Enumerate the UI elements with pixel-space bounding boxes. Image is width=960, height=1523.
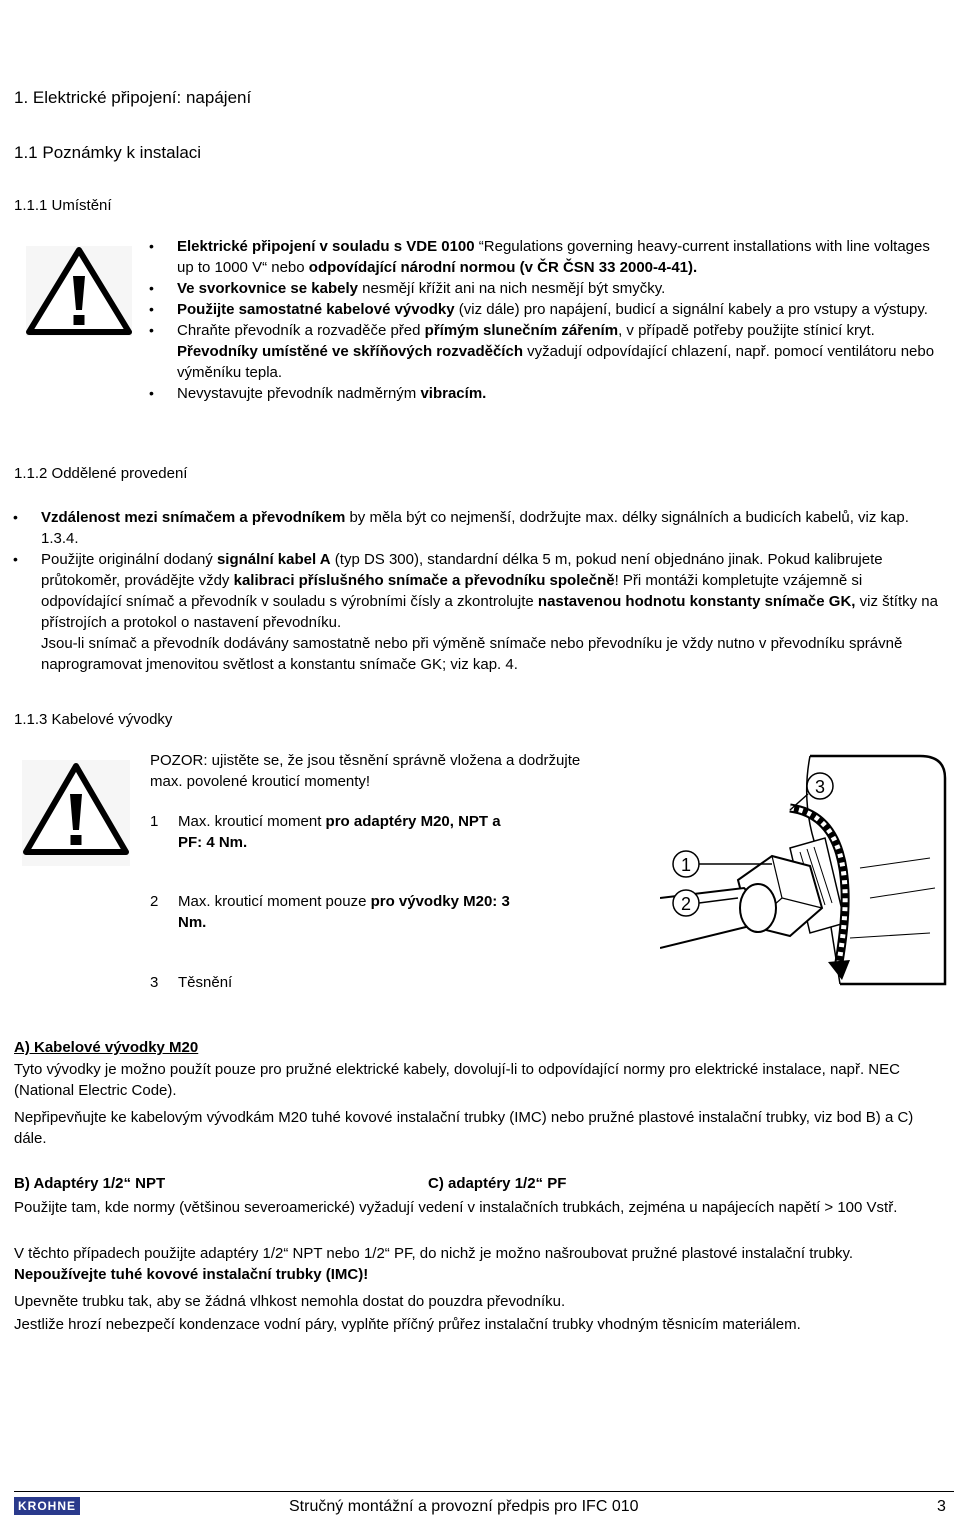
callout-2-label: 2 — [680, 894, 692, 914]
list-item: • Elektrické připojení v souladu s VDE 0100 “Regulations governing heavy-current installations with line voltages up to 1000 V“ nebo odpovídající národní normou (v ČR ČSN 33 2000-4-41). — [177, 236, 937, 278]
item-1-text: Max. krouticí moment pro adaptéry M20, NPT a PF: 4 Nm. — [178, 813, 501, 851]
section-b-paragraph-4: Jestliže hrozí nebezpečí kondenzace vodní páry, vyplňte příčný průřez instalační trubky vhodným těsnicím materiálem. — [14, 1316, 801, 1333]
list-item: • Chraňte převodník a rozvaděče před přímým slunečním zářením, v případě potřeby použijte stínicí kryt. Převodníky umístěné ve skříňových rozvaděčích vyžadují odpovídající chlazení, např. pomocí ventilátoru nebo výměníku tepla. — [177, 320, 937, 383]
footer-rule — [14, 1491, 954, 1492]
section-heading-1-1-2: 1.1.2 Oddělené provedení — [14, 465, 188, 482]
section-b-paragraph-3: Upevněte trubku tak, aby se žádná vlhkost nemohla dostat do pouzdra převodníku. — [14, 1293, 566, 1310]
section-heading-1: 1. Elektrické připojení: napájení — [14, 88, 252, 107]
callout-3-label: 3 — [814, 777, 826, 797]
caution-note: POZOR: ujistěte se, že jsou těsnění správně vložena a dodržujte max. povolené krouticí momenty! — [150, 752, 581, 790]
section-a-paragraph-1: Tyto vývodky je možno použít pouze pro pružné elektrické kabely, dovolují-li to odpovídající normy pro elektrické instalace, např. NEC (National Electric Code). — [14, 1061, 900, 1099]
section-a-paragraph-2: Nepřipevňujte ke kabelovým vývodkám M20 tuhé kovové instalační trubky (IMC) nebo pružné plastové instalační trubky, viz bod B) a C) dále. — [14, 1109, 914, 1147]
krohne-logo: KROHNE — [14, 1497, 80, 1515]
section-c-title: C) adaptéry 1/2“ PF — [428, 1175, 567, 1192]
section-b-paragraph-2: V těchto případech použijte adaptéry 1/2“ NPT nebo 1/2“ PF, do nichž je možno našroubovat pružné plastové instalační trubky. Nepoužívejte tuhé kovové instalační trubky (IMC)! — [14, 1245, 854, 1283]
item-3-text: Těsnění — [178, 974, 233, 991]
list-item: • Ve svorkovnice se kabely nesmějí křížit ani na nich nesmějí být smyčky. — [177, 278, 937, 299]
item-2-number: 2 — [150, 893, 159, 910]
section-heading-1-1-1: 1.1.1 Umístění — [14, 197, 112, 214]
cable-gland-illustration — [660, 748, 950, 994]
item-1-number: 1 — [150, 813, 159, 830]
footer-title: Stručný montážní a provozní předpis pro IFC 010 — [289, 1498, 639, 1515]
list-item: • Vzdálenost mezi snímačem a převodníkem by měla být co nejmenší, dodržujte max. délky signálních a budicích kabelů, viz kap. 1.3.4. — [41, 507, 941, 549]
remote-version-list — [41, 507, 941, 675]
section-a-title: A) Kabelové vývodky M20 — [14, 1039, 199, 1056]
list-item: • Nevystavujte převodník nadměrným vibracím. — [177, 383, 937, 404]
callout-1-label: 1 — [680, 855, 692, 875]
page-number: 3 — [937, 1498, 946, 1515]
section-heading-1-1: 1.1 Poznámky k instalaci — [14, 143, 202, 162]
warning-triangle-icon — [22, 760, 130, 866]
placement-list — [177, 236, 937, 404]
list-item: • Použijte samostatné kabelové vývodky (viz dále) pro napájení, budicí a signální kabely a pro vstupy a výstupy. — [177, 299, 937, 320]
section-b-paragraph-1: Použijte tam, kde normy (většinou severoamerické) vyžadují vedení v instalačních trubkách, zejména u napájecích napětí > 100 Vstř. — [14, 1199, 898, 1216]
section-heading-1-1-3: 1.1.3 Kabelové vývodky — [14, 711, 173, 728]
item-2-text: Max. krouticí moment pouze pro vývodky M20: 3 Nm. — [178, 893, 510, 931]
list-item: • Použijte originální dodaný signální kabel A (typ DS 300), standardní délka 5 m, pokud není objednáno jinak. Pokud kalibrujete průtokoměr, provádějte vždy kalibraci příslušného snímače a převodníku společně! Při montáži kompletujte vzájemně si odpovídající snímač a převodník v souladu s výrobními čísly a zkontrolujte nastavenou hodnotu konstanty snímače GK, viz štítky na přístrojích a protokol o nastavení převodníku. Jsou-li snímač a převodník dodávány samostatně nebo při výměně snímače nebo převodníku je vždy nutno v převodníku správně naprogramovat jmenovitou světlost a konstantu snímače GK; viz kap. 4. — [41, 549, 941, 675]
item-3-number: 3 — [150, 974, 159, 991]
warning-triangle-icon — [26, 246, 132, 336]
section-b-title: B) Adaptéry 1/2“ NPT — [14, 1175, 166, 1192]
